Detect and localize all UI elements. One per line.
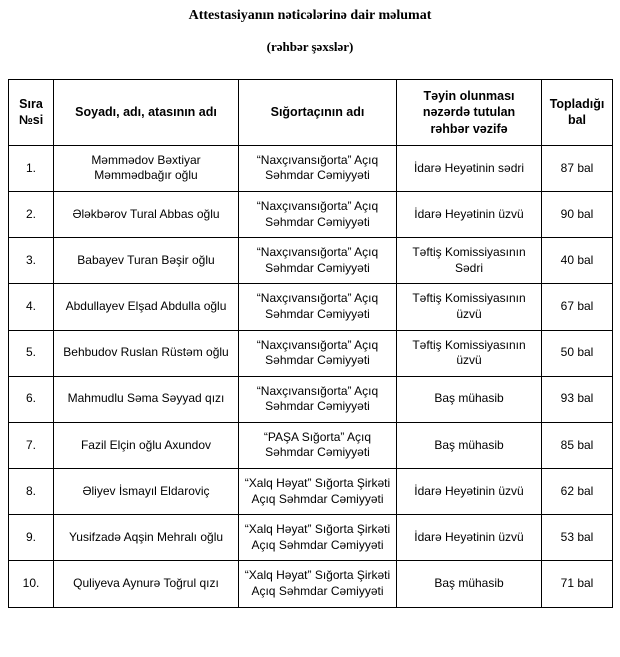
cell-full-name: Məmmədov Bəxtiyar Məmmədbağır oğlu bbox=[54, 145, 239, 191]
cell-position: Baş mühasib bbox=[397, 422, 542, 468]
cell-score: 90 bal bbox=[542, 191, 613, 237]
header-position: Təyin olunması nəzərdə tutulan rəhbər vəzifə bbox=[397, 80, 542, 146]
cell-position: İdarə Heyətinin üzvü bbox=[397, 515, 542, 561]
cell-insurer-name: “Naxçıvansığorta” Açıq Səhmdar Cəmiyyəti bbox=[239, 145, 397, 191]
cell-row-number: 8. bbox=[9, 469, 54, 515]
cell-position: Təftiş Komissiyasının üzvü bbox=[397, 330, 542, 376]
cell-row-number: 10. bbox=[9, 561, 54, 607]
cell-full-name: Mahmudlu Səma Səyyad qızı bbox=[54, 376, 239, 422]
table-row bbox=[9, 561, 613, 607]
cell-full-name: Ələkbərov Tural Abbas oğlu bbox=[54, 191, 239, 237]
cell-insurer-name: “Naxçıvansığorta” Açıq Səhmdar Cəmiyyəti bbox=[239, 238, 397, 284]
page-subtitle: (rəhbər şəxslər) bbox=[266, 39, 354, 54]
table-row bbox=[9, 422, 613, 468]
cell-full-name: Əliyev İsmayıl Eldaroviç bbox=[54, 469, 239, 515]
cell-insurer-name: “Naxçıvansığorta” Açıq Səhmdar Cəmiyyəti bbox=[239, 284, 397, 330]
cell-insurer-name: “Naxçıvansığorta” Açıq Səhmdar Cəmiyyəti bbox=[239, 191, 397, 237]
cell-position: Baş mühasib bbox=[397, 376, 542, 422]
cell-row-number: 7. bbox=[9, 422, 54, 468]
cell-full-name: Behbudov Ruslan Rüstəm oğlu bbox=[54, 330, 239, 376]
table-row bbox=[9, 376, 613, 422]
table-row bbox=[9, 191, 613, 237]
header-row-number: Sıra №si bbox=[9, 80, 54, 146]
table-header bbox=[9, 80, 613, 146]
cell-score: 85 bal bbox=[542, 422, 613, 468]
cell-row-number: 5. bbox=[9, 330, 54, 376]
table-row bbox=[9, 238, 613, 284]
cell-row-number: 9. bbox=[9, 515, 54, 561]
cell-insurer-name: “Naxçıvansığorta” Açıq Səhmdar Cəmiyyəti bbox=[239, 330, 397, 376]
table-row bbox=[9, 515, 613, 561]
cell-score: 62 bal bbox=[542, 469, 613, 515]
cell-row-number: 3. bbox=[9, 238, 54, 284]
results-table bbox=[8, 79, 613, 608]
cell-score: 71 bal bbox=[542, 561, 613, 607]
cell-full-name: Yusifzadə Aqşin Mehralı oğlu bbox=[54, 515, 239, 561]
cell-insurer-name: “Xalq Həyat” Sığorta Şirkəti Açıq Səhmdar Cəmiyyəti bbox=[239, 561, 397, 607]
cell-position: İdarə Heyətinin üzvü bbox=[397, 191, 542, 237]
cell-full-name: Abdullayev Elşad Abdulla oğlu bbox=[54, 284, 239, 330]
header-score: Topladığı bal bbox=[542, 80, 613, 146]
cell-position: İdarə Heyətinin sədri bbox=[397, 145, 542, 191]
cell-score: 67 bal bbox=[542, 284, 613, 330]
table-row bbox=[9, 469, 613, 515]
cell-position: Təftiş Komissiyasının Sədri bbox=[397, 238, 542, 284]
cell-insurer-name: “Naxçıvansığorta” Açıq Səhmdar Cəmiyyəti bbox=[239, 376, 397, 422]
table-row bbox=[9, 145, 613, 191]
cell-score: 53 bal bbox=[542, 515, 613, 561]
cell-row-number: 6. bbox=[9, 376, 54, 422]
cell-position: Təftiş Komissiyasının üzvü bbox=[397, 284, 542, 330]
cell-score: 93 bal bbox=[542, 376, 613, 422]
cell-row-number: 4. bbox=[9, 284, 54, 330]
cell-row-number: 2. bbox=[9, 191, 54, 237]
header-insurer-name: Sığortaçının adı bbox=[239, 80, 397, 146]
cell-row-number: 1. bbox=[9, 145, 54, 191]
cell-full-name: Fazil Elçin oğlu Axundov bbox=[54, 422, 239, 468]
cell-score: 40 bal bbox=[542, 238, 613, 284]
cell-insurer-name: “Xalq Həyat” Sığorta Şirkəti Açıq Səhmdar Cəmiyyəti bbox=[239, 469, 397, 515]
table-body bbox=[9, 145, 613, 607]
header-full-name: Soyadı, adı, atasının adı bbox=[54, 80, 239, 146]
table-row bbox=[9, 284, 613, 330]
cell-position: Baş mühasib bbox=[397, 561, 542, 607]
header-row bbox=[9, 80, 613, 146]
cell-position: İdarə Heyətinin üzvü bbox=[397, 469, 542, 515]
table-row bbox=[9, 330, 613, 376]
cell-insurer-name: “PAŞA Sığorta” Açıq Səhmdar Cəmiyyəti bbox=[239, 422, 397, 468]
cell-score: 87 bal bbox=[542, 145, 613, 191]
cell-full-name: Babayev Turan Bəşir oğlu bbox=[54, 238, 239, 284]
cell-insurer-name: “Xalq Həyat” Sığorta Şirkəti Açıq Səhmdar Cəmiyyəti bbox=[239, 515, 397, 561]
page-title: Attestasiyanın nəticələrinə dair məlumat bbox=[188, 8, 432, 23]
cell-score: 50 bal bbox=[542, 330, 613, 376]
cell-full-name: Quliyeva Aynurə Toğrul qızı bbox=[54, 561, 239, 607]
